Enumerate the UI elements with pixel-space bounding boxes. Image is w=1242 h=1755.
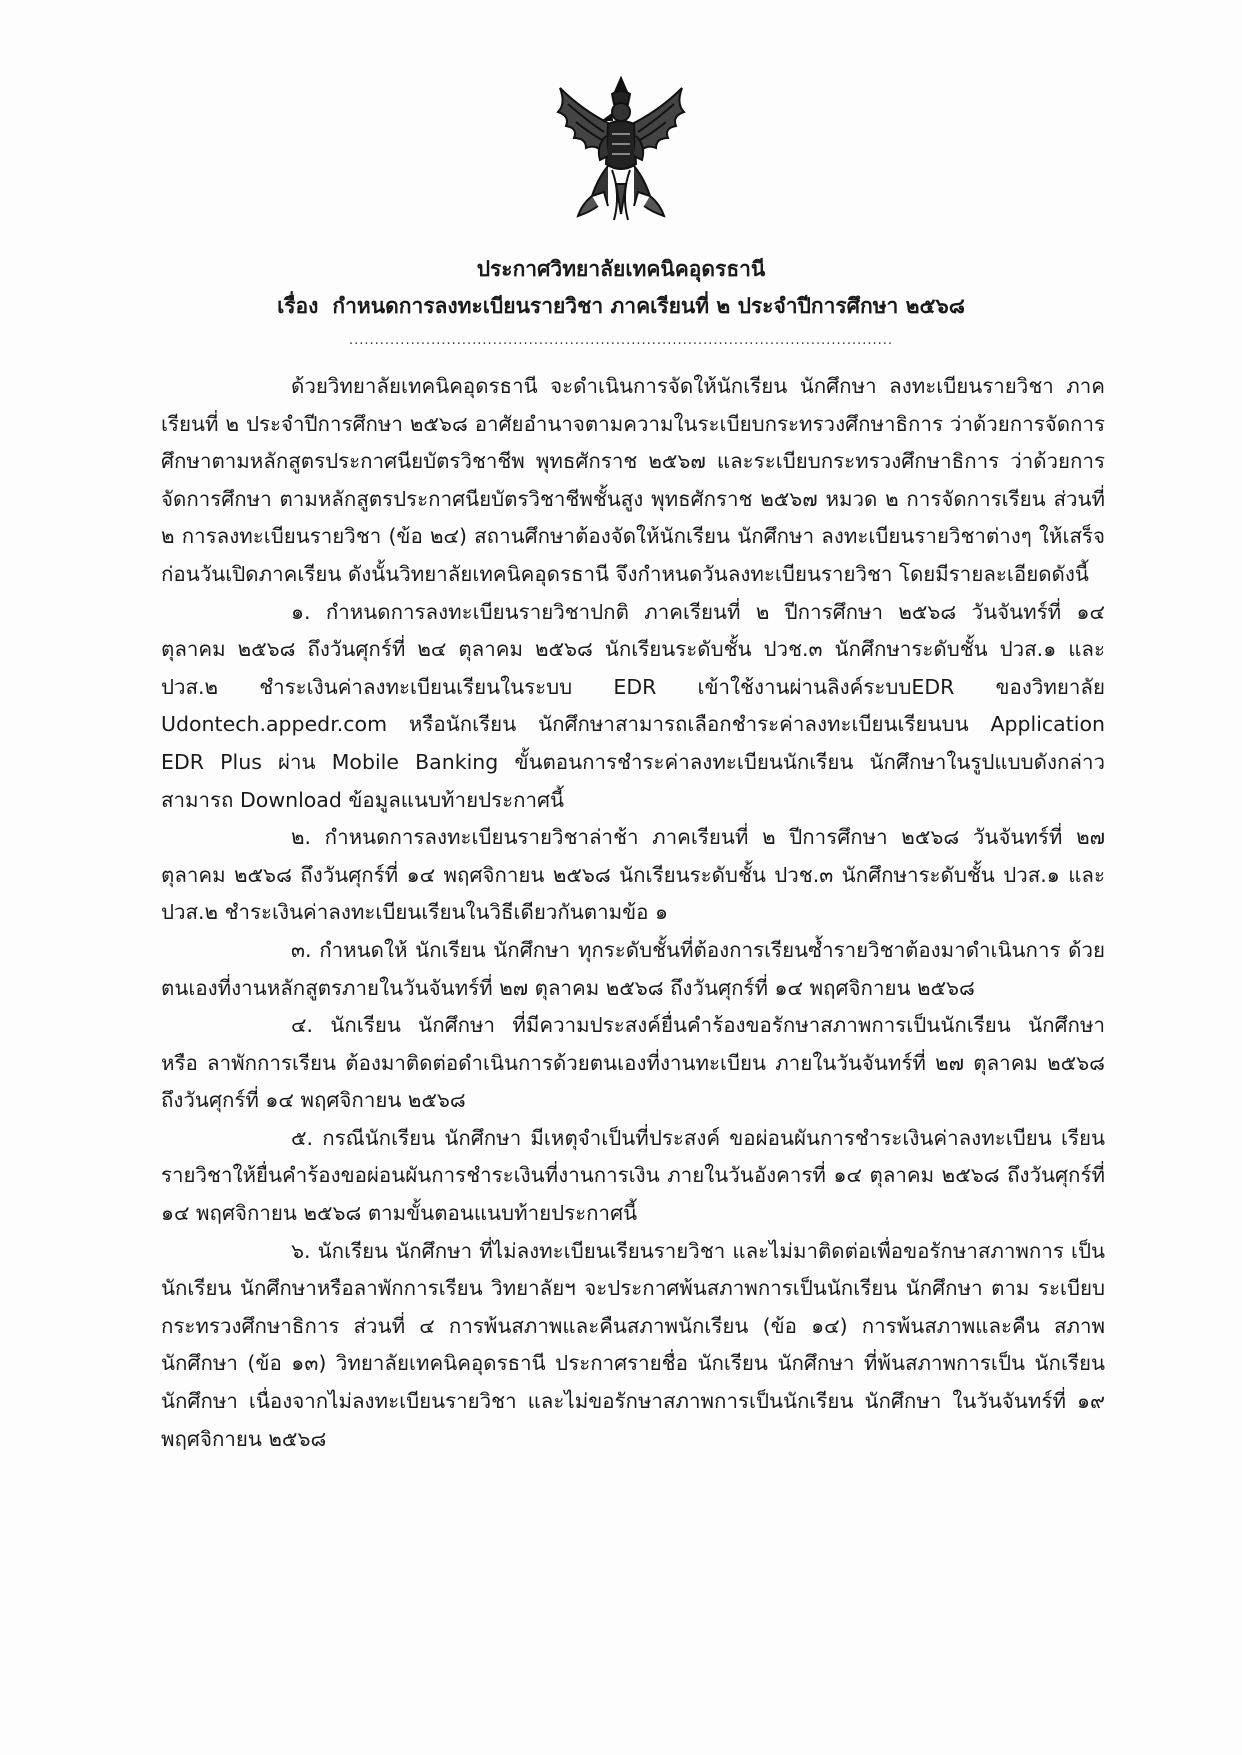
clause-3-paragraph: ๓. กำหนดให้ นักเรียน นักศึกษา ทุกระดับชั้นที่ต้องการเรียนซ้ำรายวิชาต้องมาดำเนินการ ด้วยตนเองที่งานหลักสูตรภายในวันจันทร์ที่ ๒๗ ตุลาคม ๒๕๖๘ ถึงวันศุกร์ที่ ๑๔ พฤศจิกายน ๒๕๖๘ [161, 937, 1105, 1000]
clause-2-paragraph: ๒. กำหนดการลงทะเบียนรายวิชาล่าช้า ภาคเรียนที่ ๒ ปีการศึกษา ๒๕๖๘ วันจันทร์ที่ ๒๗ ตุลาคม ๒๕๖๘ ถึงวันศุกร์ที่ ๑๔ พฤศจิกายน ๒๕๖๘ นักเรียนระดับชั้น ปวช.๓ นักศึกษาระดับชั้น ปวส.๑ และ ปวส.๒ ชำระเงินค่าลงทะเบียนเรียนในวิธีเดียวกันตามข้อ ๑ [161, 825, 1105, 925]
title-separator: .......................................................................................................... [348, 333, 894, 348]
clause-5-paragraph: ๕. กรณีนักเรียน นักศึกษา มีเหตุจำเป็นที่ประสงค์ ขอผ่อนผันการชำระเงินค่าลงทะเบียน เรียนรายวิชาให้ยื่นคำร้องขอผ่อนผันการชำระเงินที่งานการเงิน ภายในวันอังคารที่ ๑๔ ตุลาคม ๒๕๖๘ ถึงวันศุกร์ที่ ๑๔ พฤศจิกายน ๒๕๖๘ ตามขั้นตอนแนบท้ายประกาศนี้ [161, 1125, 1105, 1226]
subject-label: เรื่อง [277, 294, 319, 318]
document-title: ประกาศวิทยาลัยเทคนิคอุดรธานี [476, 257, 766, 281]
garuda-emblem-icon [552, 74, 690, 224]
document-body [161, 368, 1105, 1458]
document-subject [0, 288, 1242, 324]
subject-text: กำหนดการลงทะเบียนรายวิชา ภาคเรียนที่ ๒ ประจำปีการศึกษา ๒๕๖๘ [332, 294, 965, 318]
clause-4-paragraph: ๔. นักเรียน นักศึกษา ที่มีความประสงค์ยื่นคำร้องขอรักษาสภาพการเป็นนักเรียน นักศึกษา หรือ ลาพักการเรียน ต้องมาติดต่อดำเนินการด้วยตนเองที่งานทะเบียน ภายในวันจันทร์ที่ ๒๗ ตุลาคม ๒๕๖๘ ถึงวันศุกร์ที่ ๑๔ พฤศจิกายน ๒๕๖๘ [161, 1013, 1105, 1113]
clause-1-paragraph: ๑. กำหนดการลงทะเบียนรายวิชาปกติ ภาคเรียนที่ ๒ ปีการศึกษา ๒๕๖๘ วันจันทร์ที่ ๑๔ ตุลาคม ๒๕๖๘ ถึงวันศุกร์ที่ ๒๔ ตุลาคม ๒๕๖๘ นักเรียนระดับชั้น ปวช.๓ นักศึกษาระดับชั้น ปวส.๑ และ ปวส.๒ ชำระเงินค่าลงทะเบียนเรียนในระบบ EDR เข้าใช้งานผ่านลิงค์ระบบEDR ของวิทยาลัย Udontech.appedr.com หรือนักเรียน นักศึกษาสามารถเลือกชำระค่าลงทะเบียนเรียนบน Application EDR Plus ผ่าน Mobile Banking ขั้นตอนการชำระค่าลงทะเบียนนักเรียน นักศึกษาในรูปแบบดังกล่าว สามารถ Download ข้อมูลแนบท้ายประกาศนี้ [161, 599, 1105, 812]
clause-6-paragraph: ๖. นักเรียน นักศึกษา ที่ไม่ลงทะเบียนเรียนรายวิชา และไม่มาติดต่อเพื่อขอรักษาสภาพการ เป็นนักเรียน นักศึกษาหรือลาพักการเรียน วิทยาลัยฯ จะประกาศพ้นสภาพการเป็นนักเรียน นักศึกษา ตาม ระเบียบกระทรวงศึกษาธิการ ส่วนที่ ๔ การพ้นสภาพและคืนสภาพนักเรียน (ข้อ ๑๔) การพ้นสภาพและคืน สภาพนักศึกษา (ข้อ ๑๓) วิทยาลัยเทคนิคอุดรธานี ประกาศรายชื่อ นักเรียน นักศึกษา ที่พ้นสภาพการเป็น นักเรียน นักศึกษา เนื่องจากไม่ลงทะเบียนรายวิชา และไม่ขอรักษาสภาพการเป็นนักเรียน นักศึกษา ในวันจันทร์ที่ ๑๙ พฤศจิกายน ๒๕๖๘ [161, 1238, 1105, 1451]
intro-paragraph: ด้วยวิทยาลัยเทคนิคอุดรธานี จะดำเนินการจัดให้นักเรียน นักศึกษา ลงทะเบียนรายวิชา ภาคเรียนที่ ๒ ประจำปีการศึกษา ๒๕๖๘ อาศัยอำนาจตามความในระเบียบกระทรวงศึกษาธิการ ว่าด้วยการจัดการศึกษาตามหลักสูตรประกาศนียบัตรวิชาชีพ พุทธศักราช ๒๕๖๗ และระเบียบกระทรวงศึกษาธิการ ว่าด้วยการจัดการศึกษา ตามหลักสูตรประกาศนียบัตรวิชาชีพชั้นสูง พุทธศักราช ๒๕๖๗ หมวด ๒ การจัดการเรียน ส่วนที่ ๒ การลงทะเบียนรายวิชา (ข้อ ๒๔) สถานศึกษาต้องจัดให้นักเรียน นักศึกษา ลงทะเบียนรายวิชาต่างๆ ให้เสร็จก่อนวันเปิดภาคเรียน ดังนั้นวิทยาลัยเทคนิคอุดรธานี จึงกำหนดวันลงทะเบียนรายวิชา โดยมีรายละเอียดดังนี้ [161, 374, 1105, 586]
